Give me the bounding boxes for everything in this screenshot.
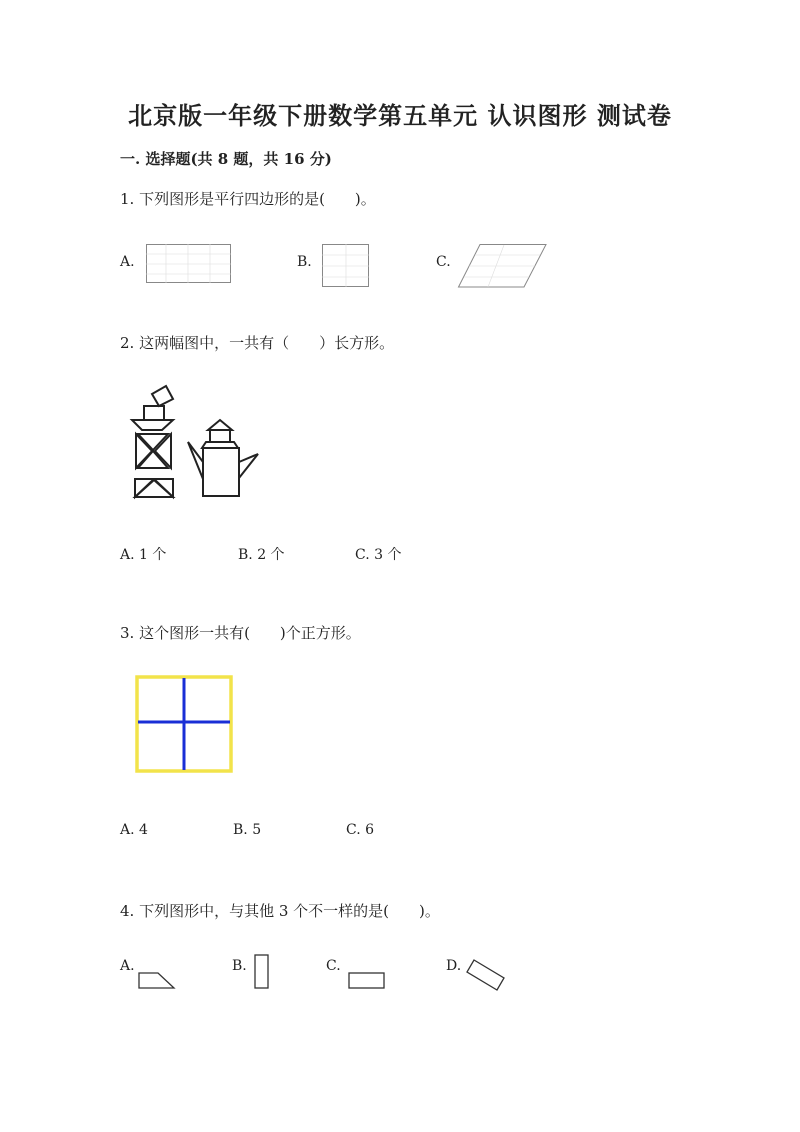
q4-option-b-label: B. bbox=[232, 958, 247, 974]
page-title: 北京版一年级下册数学第五单元 认识图形 测试卷 bbox=[128, 101, 672, 130]
q3-option-a: A. 4 bbox=[120, 822, 148, 838]
q2-option-a: A. 1 个 bbox=[120, 547, 167, 563]
q2-figure-stacked-shapes bbox=[132, 386, 173, 497]
q1-option-c-parallelogram-figure bbox=[458, 244, 548, 288]
q1-option-b-square-figure bbox=[322, 244, 370, 288]
q4-option-b-tall-rectangle-figure bbox=[254, 954, 270, 990]
q4-option-c-label: C. bbox=[326, 958, 341, 974]
q3-option-c: C. 6 bbox=[346, 822, 375, 838]
q1-option-b-label: B. bbox=[297, 254, 312, 270]
q2-figure-teapot bbox=[188, 420, 258, 496]
question-4-text: 4. 下列图形中，与其他 3 个不一样的是( )。 bbox=[120, 902, 440, 920]
q2-option-b: B. 2 个 bbox=[238, 547, 285, 563]
q4-option-a-trapezoid-figure bbox=[138, 972, 178, 990]
q2-figures bbox=[128, 384, 264, 502]
question-3-text: 3. 这个图形一共有( )个正方形。 bbox=[120, 624, 361, 642]
q2-option-c: C. 3 个 bbox=[355, 547, 402, 563]
q1-option-a-label: A. bbox=[120, 254, 135, 270]
q4-option-c-wide-rectangle-figure bbox=[348, 972, 386, 990]
q4-option-d-label: D. bbox=[446, 958, 462, 974]
section-heading: 一. 选择题(共 8 题，共 16 分) bbox=[120, 150, 332, 168]
question-1-text: 1. 下列图形是平行四边形的是( )。 bbox=[120, 190, 376, 208]
q3-square-grid-figure bbox=[135, 675, 233, 773]
q1-option-c-label: C. bbox=[436, 254, 451, 270]
q4-option-a-label: A. bbox=[120, 958, 135, 974]
q1-option-a-rectangle-figure bbox=[146, 244, 232, 284]
q4-option-d-tilted-rectangle-figure bbox=[464, 958, 508, 994]
question-2-text: 2. 这两幅图中，一共有（ ）长方形。 bbox=[120, 334, 395, 352]
q3-option-b: B. 5 bbox=[233, 822, 262, 838]
